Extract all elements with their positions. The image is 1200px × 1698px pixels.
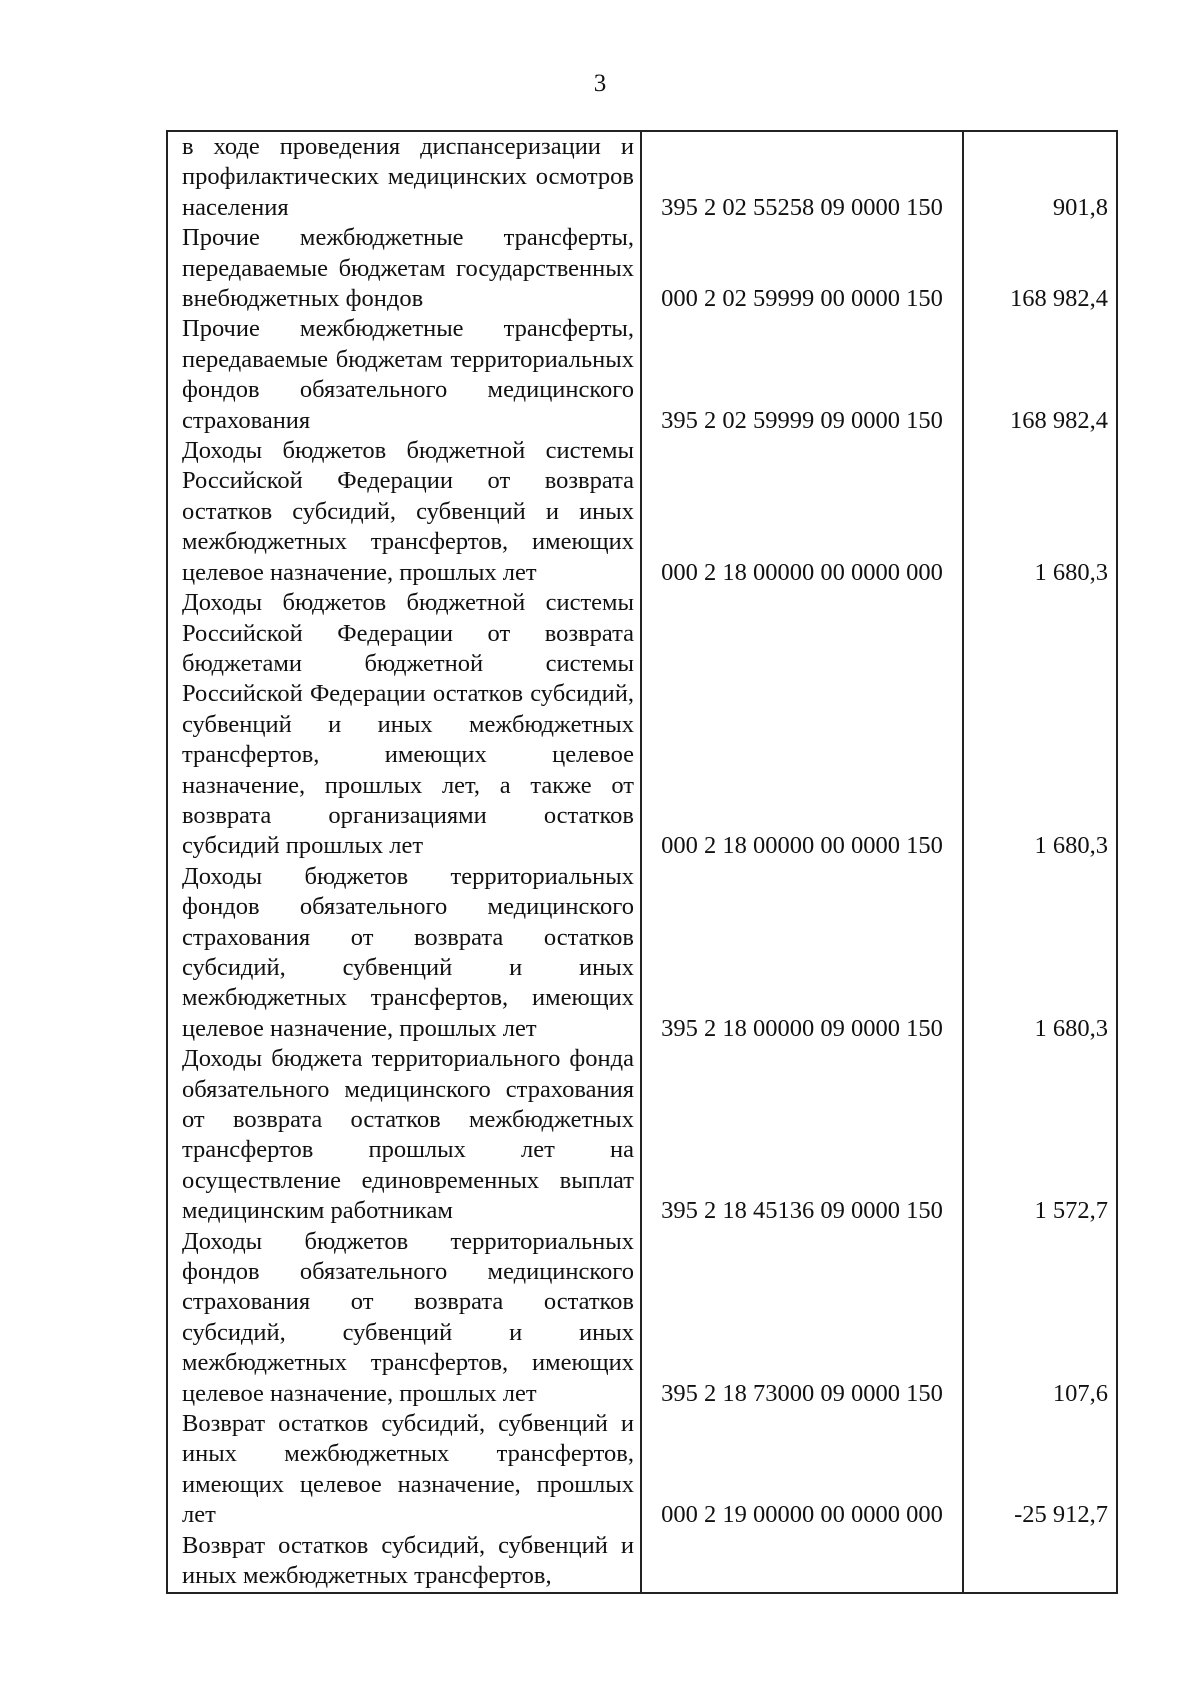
budget-code: 395 2 18 00000 09 0000 150 [641,862,963,1044]
amount: -25 912,7 [963,1409,1117,1531]
table-row [167,131,1117,223]
budget-code: 395 2 18 45136 09 0000 150 [641,1044,963,1226]
revenue-name: Возврат остатков субсидий, субвенций и иных межбюджетных трансфертов, имеющих целевое назначение, прошлых лет [182,1410,634,1529]
budget-code: 000 2 18 00000 00 0000 150 [641,588,963,862]
revenue-table [166,130,1118,1594]
revenue-name: Прочие межбюджетные трансферты, передаваемые бюджетам территориальных фондов обязательного медицинского страхования [182,315,634,434]
table-row [167,1531,1117,1593]
revenue-name: Возврат остатков субсидий, субвенций и иных межбюджетных трансфертов, [182,1531,634,1590]
amount: 1 680,3 [963,862,1117,1044]
table-row [167,1044,1117,1226]
budget-code: 000 2 18 00000 00 0000 000 [641,436,963,588]
amount: 1 572,7 [963,1044,1117,1226]
budget-code: 000 2 19 00000 00 0000 000 [641,1409,963,1531]
amount: 107,6 [963,1227,1117,1409]
table-row [167,436,1117,588]
revenue-name-cell [167,588,641,862]
table-row [167,223,1117,314]
amount: 1 680,3 [963,588,1117,862]
budget-code: 395 2 02 59999 09 0000 150 [641,314,963,436]
revenue-name: Доходы бюджетов бюджетной системы Российской Федерации от возврата остатков субсидий, субвенций и иных межбюджетных трансфертов, имеющих целевое назначение, прошлых лет [182,437,634,586]
revenue-name-cell [167,862,641,1044]
revenue-name: в ходе проведения диспансеризации и профилактических медицинских осмотров населения [182,133,634,221]
revenue-name-cell [167,1227,641,1409]
revenue-name-cell [167,1531,641,1593]
revenue-name: Доходы бюджетов территориальных фондов обязательного медицинского страхования от возврата остатков субсидий, субвенций и иных межбюджетных трансфертов, имеющих целевое назначение, прошлых лет [182,862,634,1042]
table-row [167,862,1117,1044]
revenue-name: Прочие межбюджетные трансферты, передаваемые бюджетам государственных внебюджетных фондов [182,224,634,313]
table-row [167,1227,1117,1409]
table-row [167,314,1117,436]
amount [963,1531,1117,1593]
revenue-name: Доходы бюджетов бюджетной системы Российской Федерации от возврата бюджетами бюджетной системы Российской Федерации остатков субсидий, субвенций и иных межбюджетных трансфертов, имеющих целевое назначение, прошлых лет, а также от возврата организациями остатков субсидий прошлых лет [182,589,634,860]
table-row [167,1409,1117,1531]
revenue-name-cell [167,314,641,436]
revenue-name-cell [167,223,641,314]
page-number: 3 [593,70,607,97]
amount: 168 982,4 [963,314,1117,436]
table-row [167,588,1117,862]
budget-code: 395 2 02 55258 09 0000 150 [641,131,963,223]
budget-code [641,1531,963,1593]
budget-code: 000 2 02 59999 00 0000 150 [641,223,963,314]
budget-code: 395 2 18 73000 09 0000 150 [641,1227,963,1409]
revenue-name-cell [167,436,641,588]
amount: 168 982,4 [963,223,1117,314]
revenue-name-cell [167,1409,641,1531]
revenue-name-cell [167,131,641,223]
amount: 901,8 [963,131,1117,223]
revenue-name: Доходы бюджета территориального фонда обязательного медицинского страхования от возврата остатков межбюджетных трансфертов прошлых лет на осуществление единовременных выплат медицинским работникам [182,1045,634,1225]
revenue-name: Доходы бюджетов территориальных фондов обязательного медицинского страхования от возврата остатков субсидий, субвенций и иных межбюджетных трансфертов, имеющих целевое назначение, прошлых лет [182,1227,634,1407]
amount: 1 680,3 [963,436,1117,588]
revenue-name-cell [167,1044,641,1226]
